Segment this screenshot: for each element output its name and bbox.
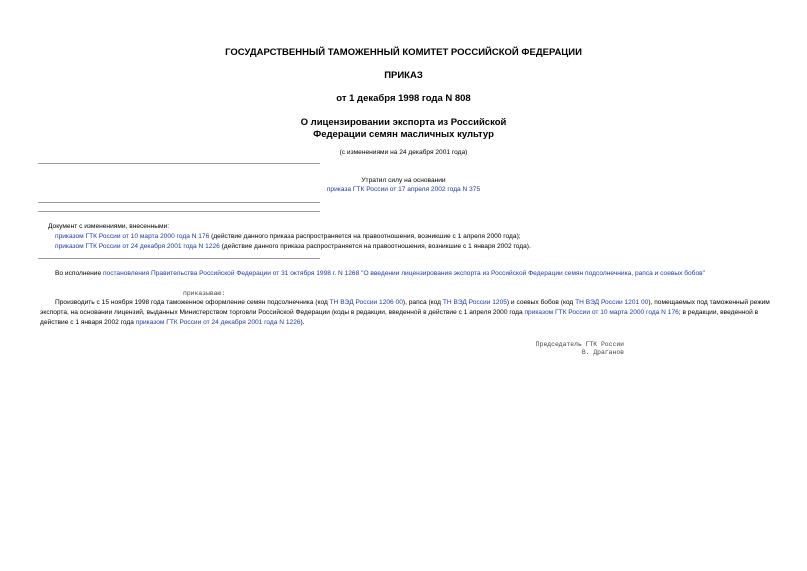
status-repeal-link[interactable]: приказа ГТК России от 17 апреля 2002 года N 375 (326, 186, 481, 193)
document-date-number: от 1 декабря 1998 года N 808 (336, 93, 471, 104)
amendment-note-1: (действие данного приказа распространяется на правоотношения, возникшие с 1 апреля 2000 года); (209, 233, 521, 240)
divider-4 (38, 258, 320, 259)
revision-note: (с изменениями на 24 декабря 2001 года) (339, 149, 468, 156)
amendment-note-2: (действие данного приказа распространяется на правоотношения, возникшие с 1 января 2002 года). (219, 243, 531, 250)
order-1226-link[interactable]: приказом ГТК России от 24 декабря 2001 года N 1226 (135, 319, 301, 326)
organization-heading: ГОСУДАРСТВЕННЫЙ ТАМОЖЕННЫЙ КОМИТЕТ РОССИЙСКОЙ ФЕДЕРАЦИИ (225, 47, 582, 58)
body-text-2: ), рапса (код (402, 299, 443, 306)
preamble-prefix: Во исполнение (55, 270, 103, 277)
body-text-5: ; в редакции, введенной в действие с 1 января 2002 года (40, 309, 759, 326)
document-title-line-1: О лицензировании экспорта из Российской (300, 117, 507, 128)
status-text: Утратил силу на основании (361, 177, 446, 184)
body-text-1: Производить с 15 ноября 1998 года таможенное оформление семян подсолнечника (код (55, 299, 330, 306)
order-body (40, 298, 772, 328)
amendment-item (55, 232, 775, 242)
document-type: ПРИКАЗ (384, 70, 423, 81)
tn-ved-code-1206-link[interactable]: ТН ВЭД России 1206 00 (329, 299, 403, 306)
document-title-line-2: Федерации семян масличных культур (313, 129, 494, 140)
body-text-6: ). (300, 319, 305, 326)
divider-1 (38, 163, 320, 164)
government-decree-link[interactable]: постановления Правительства Российской Федерации от 31 октября 1998 г. N 1268 "О введении лицензирования экспорта из Российской Федерации семян подсолнечника, рапса и соевых бобов" (102, 270, 705, 277)
tn-ved-code-1201-link[interactable]: ТН ВЭД России 1201 00 (575, 299, 649, 306)
amendment-item (55, 242, 775, 252)
preamble (55, 269, 775, 279)
divider-3 (38, 211, 320, 212)
order-word: приказываю: (183, 290, 226, 297)
body-text-3: ) и соевых бобов (код (506, 299, 576, 306)
tn-ved-code-1205-link[interactable]: ТН ВЭД России 1205 (442, 299, 507, 306)
amendments-intro: Документ с изменениями, внесенными: (48, 223, 170, 230)
signature-position: Председатель ГТК России (535, 341, 624, 348)
divider-2 (38, 202, 320, 203)
signature-name: В. Драганов (581, 349, 624, 356)
order-176-link[interactable]: приказом ГТК России от 10 марта 2000 года N 176 (524, 309, 679, 316)
body-text-4: ), помещаемых под таможенный режим экспорта, на основании лицензий, выданных Министерством торговли Российской Федерации (коды в редакции, введенной в действие с 1 апреля 2000 года (40, 299, 770, 316)
amendment-link-2[interactable]: приказом ГТК России от 24 декабря 2001 года N 1226 (55, 243, 220, 250)
amendment-link-1[interactable]: приказом ГТК России от 10 марта 2000 года N 176 (55, 233, 210, 240)
